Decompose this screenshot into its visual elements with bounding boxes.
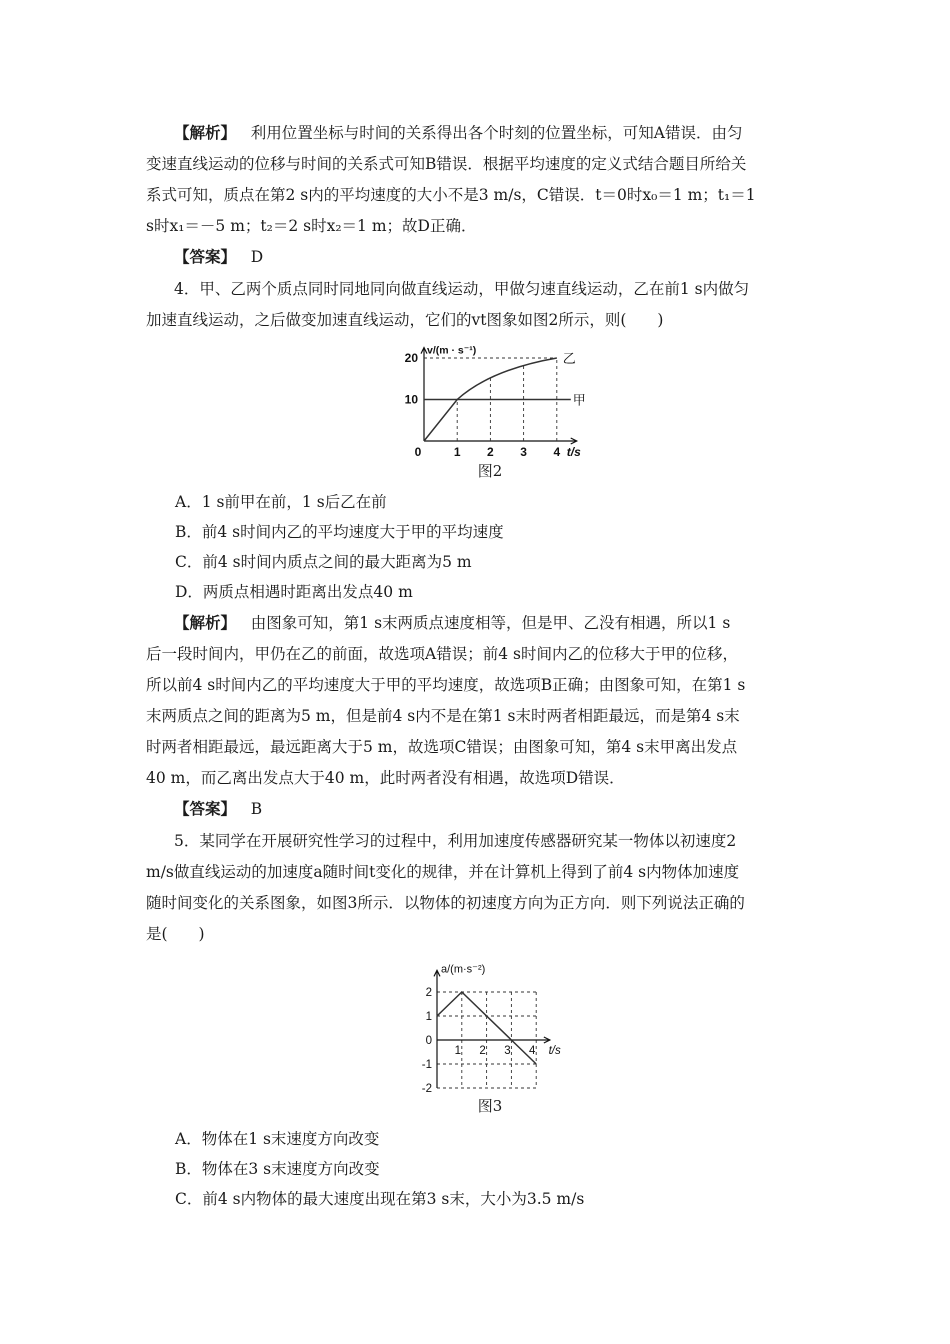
q4-stem-line-1: 4．甲、乙两个质点同时同地同向做直线运动，甲做匀速直线运动，乙在前1 s内做匀 <box>174 280 750 298</box>
figure-2-vt-graph <box>404 338 624 458</box>
q4-answer-tag: 【答案】 <box>174 799 237 818</box>
q3-analysis-tag: 【解析】 <box>174 123 237 142</box>
x-tick-label-2: 2 <box>487 445 494 459</box>
q4-option-c: C．前4 s时间内质点之间的最大距离为5 m <box>175 553 472 571</box>
x-tick-label-1: 1 <box>453 445 461 459</box>
vt-graph-svg <box>404 338 624 458</box>
q4-analysis-line-3: 所以前4 s时间内乙的平均速度大于甲的平均速度，故选项B正确；由图象可知，在第1 s <box>146 676 746 694</box>
x-tick-label-2: 2 <box>479 1045 486 1057</box>
y-tick-label-1: 1 <box>425 1011 432 1023</box>
q4-analysis-line-6: 40 m，而乙离出发点大于40 m，此时两者没有相遇，故选项D错误． <box>146 769 625 787</box>
q5-stem-line-2: m/s做直线运动的加速度a随时间t变化的规律，并在计算机上得到了前4 s内物体加速度 <box>146 863 740 881</box>
figure-3-caption: 图3 <box>477 1097 503 1115</box>
q3-analysis-line-3: 系式可知，质点在第2 s内的平均速度的大小不是3 m/s，C错误．t＝0时x₀＝1 m；t₁＝1 <box>146 186 756 204</box>
q4-analysis-tag: 【解析】 <box>174 613 237 632</box>
origin-label: 0 <box>414 445 422 459</box>
y-axis-label: v/(m · s⁻¹) <box>427 344 477 357</box>
q4-answer-value: B <box>250 800 263 818</box>
q4-analysis-line-5: 时两者相距最远，最远距离大于5 m，故选项C错误；由图象可知，第4 s末甲离出发点 <box>146 738 738 756</box>
series-yi-label: 乙 <box>562 351 576 366</box>
q4-analysis-line-4: 末两质点之间的距离为5 m，但是前4 s内不是在第1 s末时两者相距最远，而是第4 s末 <box>146 707 740 725</box>
x-tick-label-3: 3 <box>504 1045 511 1057</box>
y-tick-label--1: -1 <box>421 1059 432 1071</box>
q4-option-d: D．两质点相遇时距离出发点40 m <box>175 583 413 601</box>
q5-stem-line-1: 5．某同学在开展研究性学习的过程中，利用加速度传感器研究某一物体以初速度2 <box>174 832 737 850</box>
x-tick-label-3: 3 <box>520 445 527 459</box>
q4-analysis-line-2: 后一段时间内，甲仍在乙的前面，故选项A错误；前4 s时间内乙的位移大于甲的位移， <box>146 645 738 663</box>
x-tick-label-4: 4 <box>553 445 561 459</box>
q3-answer-tag: 【答案】 <box>174 247 237 266</box>
x-tick-label-4: 4 <box>528 1045 536 1057</box>
q5-option-a: A．物体在1 s末速度方向改变 <box>175 1130 380 1148</box>
q5-stem-line-4: 是( ) <box>146 925 205 943</box>
figure-3-at-graph <box>418 954 568 1095</box>
y-tick-label-2: 2 <box>425 987 432 999</box>
figure-2-caption: 图2 <box>477 462 503 480</box>
y-axis-label: a/(m·s⁻²) <box>441 963 486 976</box>
y-tick-label-0: 0 <box>425 1035 432 1047</box>
q3-analysis-text-1: 利用位置坐标与时间的关系得出各个时刻的位置坐标，可知A错误．由匀 <box>250 124 743 142</box>
x-axis-label: t/s <box>548 1045 561 1057</box>
y-tick-label-10: 10 <box>404 392 418 407</box>
q4-analysis-text-1: 由图象可知，第1 s末两质点速度相等，但是甲、乙没有相遇，所以1 s <box>250 614 731 632</box>
x-tick-label-1: 1 <box>454 1045 462 1057</box>
q4-answer-line <box>174 794 834 824</box>
q4-stem-line-2: 加速直线运动，之后做变加速直线运动，它们的vt图象如图2所示，则( ) <box>146 311 664 329</box>
q3-analysis-line-4: s时x₁＝－5 m；t₂＝2 s时x₂＝1 m；故D正确． <box>146 217 477 235</box>
series-jia-label: 甲 <box>572 392 586 408</box>
q5-stem-line-3: 随时间变化的关系图象，如图3所示．以物体的初速度方向为正方向．则下列说法正确的 <box>146 894 745 912</box>
q5-option-b: B．物体在3 s末速度方向改变 <box>175 1160 380 1178</box>
q4-option-a: A．1 s前甲在前，1 s后乙在前 <box>175 493 387 511</box>
q5-option-c: C．前4 s内物体的最大速度出现在第3 s末，大小为3.5 m/s <box>175 1190 585 1208</box>
y-tick-label-20: 20 <box>404 351 418 365</box>
q4-analysis-line-1 <box>174 608 834 638</box>
y-tick-label--2: -2 <box>421 1083 432 1095</box>
q3-analysis-line-1 <box>174 118 834 148</box>
x-axis-label: t/s <box>566 445 581 459</box>
q3-analysis-line-2: 变速直线运动的位移与时间的关系式可知B错误．根据平均速度的定义式结合题目所给关 <box>146 155 747 173</box>
q3-answer-value: D <box>250 248 264 266</box>
at-graph-svg <box>418 954 568 1095</box>
q3-answer-line <box>174 242 834 272</box>
q4-option-b: B．前4 s时间内乙的平均速度大于甲的平均速度 <box>175 523 504 541</box>
